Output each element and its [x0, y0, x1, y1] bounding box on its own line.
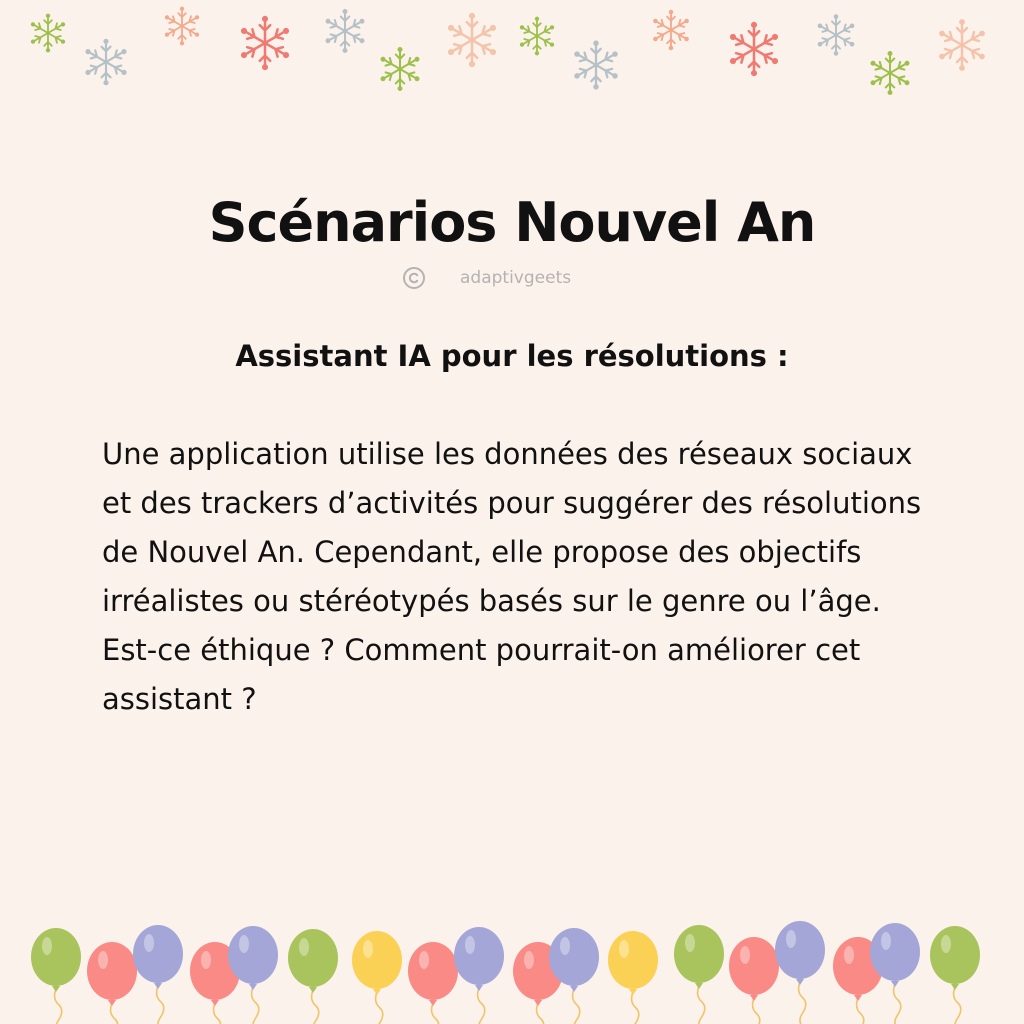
page-title: Scénarios Nouvel An [208, 191, 816, 254]
snowflake-icon [818, 15, 854, 56]
balloon-icon [549, 928, 599, 1024]
snowflake-icon [86, 39, 126, 85]
snowflake-icon [241, 16, 288, 69]
snowflake-icon [165, 7, 199, 45]
scenario-description: Une application utilise les données des réseaux sociaux et des trackers d’activités pour suggérer des résolutions de Nouvel An. Cependant, elle propose des objectifs irréalistes ou stéréotypés basés sur le genre ou l’âge. Est-ce éthique ? Comment pourrait-on améliorer cet assistant ? [102, 437, 922, 716]
watermark [402, 264, 622, 292]
balloon-icon [454, 927, 504, 1024]
balloon-decoration [0, 905, 1024, 1024]
balloon-icon [775, 921, 825, 1024]
balloon-icon [729, 937, 779, 1024]
snowflake-icon [575, 41, 618, 89]
balloon-icon [133, 925, 183, 1024]
balloon-icon [674, 925, 724, 1024]
snowflake-decoration [0, 0, 1024, 110]
snowflake-icon [31, 14, 65, 52]
snowflake-icon [448, 13, 495, 66]
snowflake-icon [381, 47, 419, 90]
snowflake-icon [520, 17, 554, 55]
balloon-icon [608, 931, 658, 1024]
snowflake-icon [871, 51, 909, 94]
watermark-text: adaptivgeets [460, 268, 572, 288]
snowflake-icon [730, 22, 777, 75]
snowflake-icon [654, 10, 689, 50]
snowflake-icon [326, 9, 364, 52]
section-subtitle: Assistant IA pour les résolutions : [235, 339, 789, 373]
balloon-icon [352, 931, 402, 1024]
balloon-icon [408, 942, 458, 1024]
balloon-icon [31, 928, 81, 1024]
copyright-icon [402, 266, 426, 290]
balloon-icon [87, 942, 137, 1024]
balloon-icon [930, 926, 980, 1024]
balloon-icon [228, 926, 278, 1024]
snowflake-icon [940, 20, 985, 71]
balloon-icon [288, 929, 338, 1024]
